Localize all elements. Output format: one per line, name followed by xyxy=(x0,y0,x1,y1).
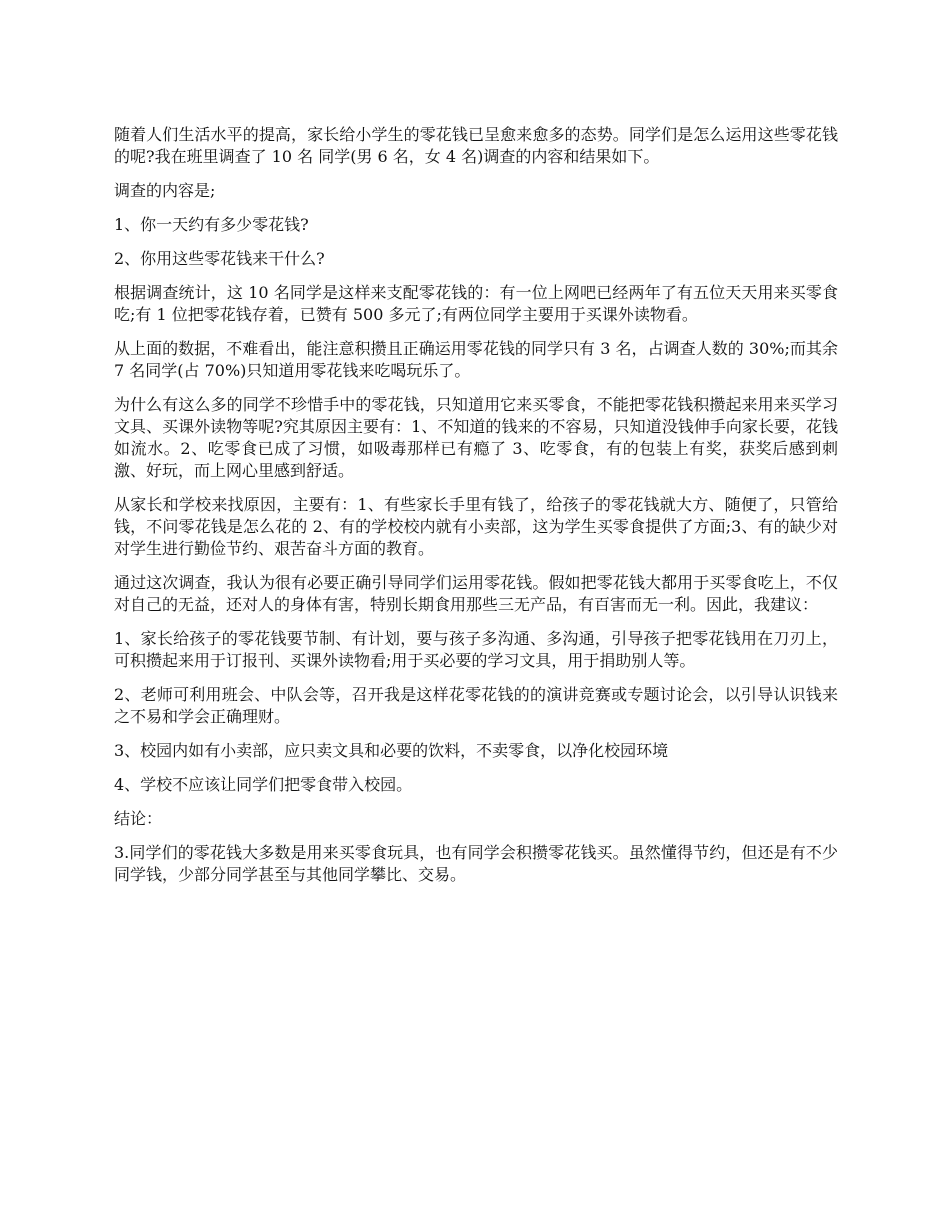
question-1: 1、你一天约有多少零花钱? xyxy=(114,215,309,234)
conclusion-heading: 结论： xyxy=(114,809,163,828)
intro-paragraph: 随着人们生活水平的提高，家长给小学生的零花钱已呈愈来愈多的态势。同学们是怎么运用这些零花钱的呢?我在班里调查了 10 名 同学(男 6 名，女 4 名)调查的内容和结果如下。 xyxy=(114,125,838,166)
suggestion-4: 4、学校不应该让同学们把零食带入校园。 xyxy=(114,775,413,794)
conclusion-paragraph: 3.同学们的零花钱大多数是用来买零食玩具，也有同学会积攒零花钱买。虽然懂得节约，但还是有不少同学钱，少部分同学甚至与其他同学攀比、交易。 xyxy=(114,843,838,884)
suggestion-1: 1、家长给孩子的零花钱要节制、有计划，要与孩子多沟通、多沟通，引导孩子把零花钱用在刀刃上，可积攒起来用于订报刊、买课外读物看;用于买必要的学习文具，用于捐助别人等。 xyxy=(114,629,838,670)
document-body xyxy=(114,124,838,898)
survey-content-heading: 调查的内容是; xyxy=(114,181,216,200)
reasons-paragraph: 为什么有这么多的同学不珍惜手中的零花钱，只知道用它来买零食，不能把零花钱积攒起来用来买学习文具、买课外读物等呢?究其原因主要有：1、不知道的钱来的不容易，只知道没钱伸手向家长要，花钱如流水。2、吃零食已成了习惯，如吸毒那样已有瘾了 3、吃零食，有的包装上有奖，获奖后感到刺激、好玩，而上网心里感到舒适。 xyxy=(114,395,838,480)
suggestion-3: 3、校园内如有小卖部，应只卖文具和必要的饮料，不卖零食，以净化校园环境 xyxy=(114,741,669,760)
survey-results-paragraph: 根据调查统计，这 10 名同学是这样来支配零花钱的：有一位上网吧已经两年了有五位天天用来买零食吃;有 1 位把零花钱存着，已赞有 500 多元了;有两位同学主要用于买课外读物看。 xyxy=(114,283,838,324)
suggestion-intro-paragraph: 通过这次调查，我认为很有必要正确引导同学们运用零花钱。假如把零花钱大都用于买零食吃上，不仅对自己的无益，还对人的身体有害，特别长期食用那些三无产品，有百害而无一利。因此，我建议： xyxy=(114,573,838,614)
family-school-reasons-paragraph: 从家长和学校来找原因，主要有：1、有些家长手里有钱了，给孩子的零花钱就大方、随便了，只管给钱，不问零花钱是怎么花的 2、有的学校校内就有小卖部，这为学生买零食提供了方面;3、有的缺少对对学生进行勤俭节约、艰苦奋斗方面的教育。 xyxy=(114,495,838,558)
data-analysis-paragraph: 从上面的数据，不难看出，能注意积攒且正确运用零花钱的同学只有 3 名，占调查人数的 30%;而其余 7 名同学(占 70%)只知道用零花钱来吃喝玩乐了。 xyxy=(114,339,838,380)
question-2: 2、你用这些零花钱来干什么? xyxy=(114,249,325,268)
suggestion-2: 2、老师可利用班会、中队会等，召开我是这样花零花钱的的演讲竞赛或专题讨论会，以引导认识钱来之不易和学会正确理财。 xyxy=(114,685,838,726)
